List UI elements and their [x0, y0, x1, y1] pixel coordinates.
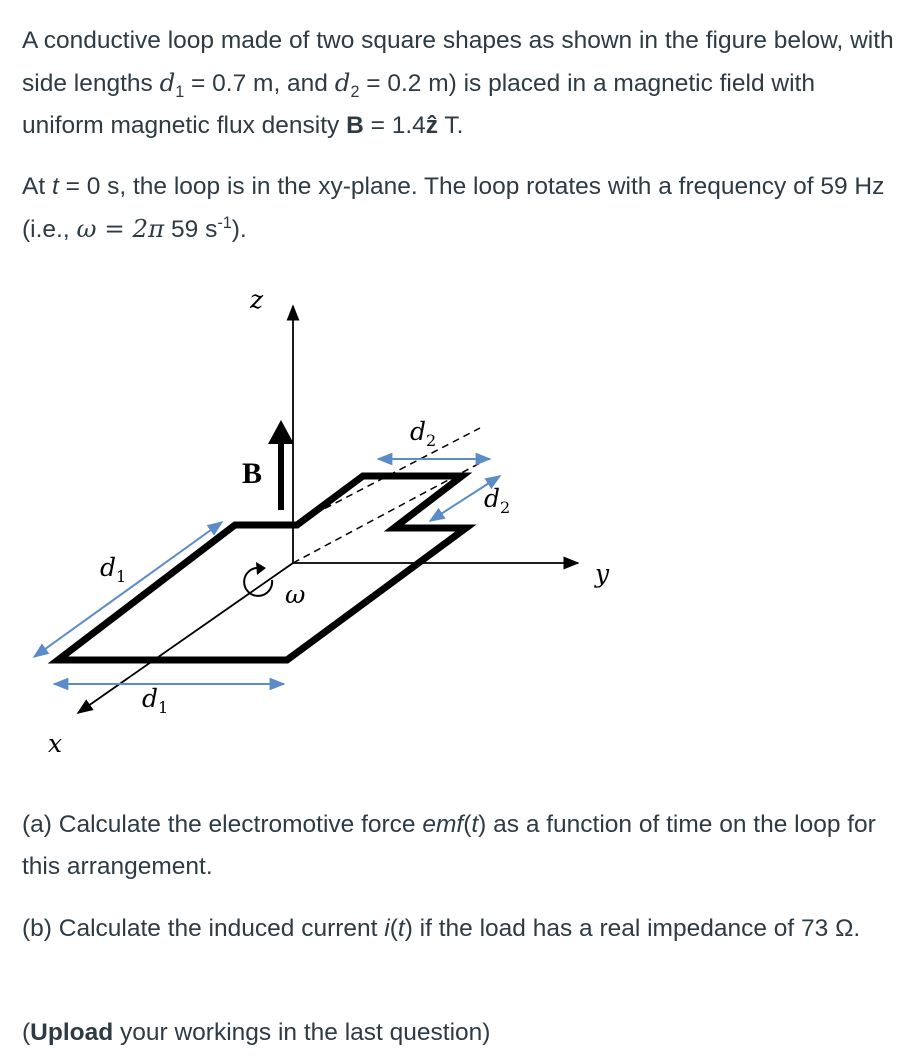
question-text: (: [389, 915, 398, 942]
d1-label-bottom: d1: [142, 684, 169, 717]
problem-statement: [22, 20, 900, 147]
condition-text: = 0 s, the loop is in the xy-plane. The loop rotates with a frequency of 59 Hz (i.e.,: [22, 173, 885, 243]
d1-symbol: d: [159, 68, 176, 97]
question-text: (a) Calculate the electromotive force: [22, 811, 423, 838]
loop-figure: [0, 280, 914, 780]
current-symbol: i: [384, 915, 390, 942]
instruction-text: your workings in the last question): [113, 1019, 491, 1046]
t-symbol: t: [471, 811, 479, 838]
exponent: -1: [217, 213, 232, 232]
d2-subscript: 2: [350, 82, 360, 101]
b-field-label: B: [242, 457, 263, 490]
omega-equation: ω = 2π: [76, 214, 165, 243]
d1-label-top: d1: [100, 553, 127, 586]
upload-keyword: Upload: [30, 1019, 114, 1046]
x-axis: [78, 563, 293, 713]
statement-text: A conductive loop made of two square shapes as shown in the figure below, with side lengths: [22, 27, 894, 97]
z-hat-symbol: ẑ: [425, 112, 439, 139]
question-text: (: [463, 811, 472, 838]
d2-symbol: d: [334, 68, 351, 97]
question-b: [22, 908, 900, 950]
statement-text: = 0.2 m) is placed in a magnetic field with uniform magnetic flux density: [22, 70, 815, 139]
question-text: (b) Calculate the induced current: [22, 915, 385, 942]
d2-label-side: d2: [484, 484, 511, 517]
statement-text: T.: [438, 112, 464, 139]
question-text: ) as a function of time on the loop for this arrangement.: [22, 811, 876, 880]
statement-text: = 1.4: [363, 112, 426, 139]
x-axis-label: x: [48, 729, 63, 758]
b-field-arrow: [268, 420, 294, 510]
d1-diagonal-arrow: [34, 522, 222, 657]
upload-instruction: [22, 1012, 900, 1054]
question-a: [22, 804, 900, 888]
question-text: ) if the load has a real impedance of 73 Ω.: [404, 915, 861, 942]
omega-label: ω: [285, 580, 306, 609]
condition-text: 59 s: [164, 216, 218, 243]
b-symbol: B: [346, 112, 364, 139]
y-axis-label: y: [595, 559, 610, 588]
t-symbol: t: [397, 915, 405, 942]
t-symbol: t: [51, 173, 59, 200]
statement-text: = 0.7 m, and: [184, 70, 335, 97]
emf-symbol: emf: [422, 811, 464, 838]
initial-condition: [22, 166, 900, 251]
instruction-text: (: [22, 1019, 31, 1046]
d2-label-top: d2: [410, 417, 437, 450]
z-axis-label: z: [250, 285, 264, 314]
condition-text: ).: [231, 216, 247, 243]
rotation-icon: [244, 562, 272, 596]
d1-subscript: 1: [175, 82, 185, 101]
condition-text: At: [22, 173, 52, 200]
